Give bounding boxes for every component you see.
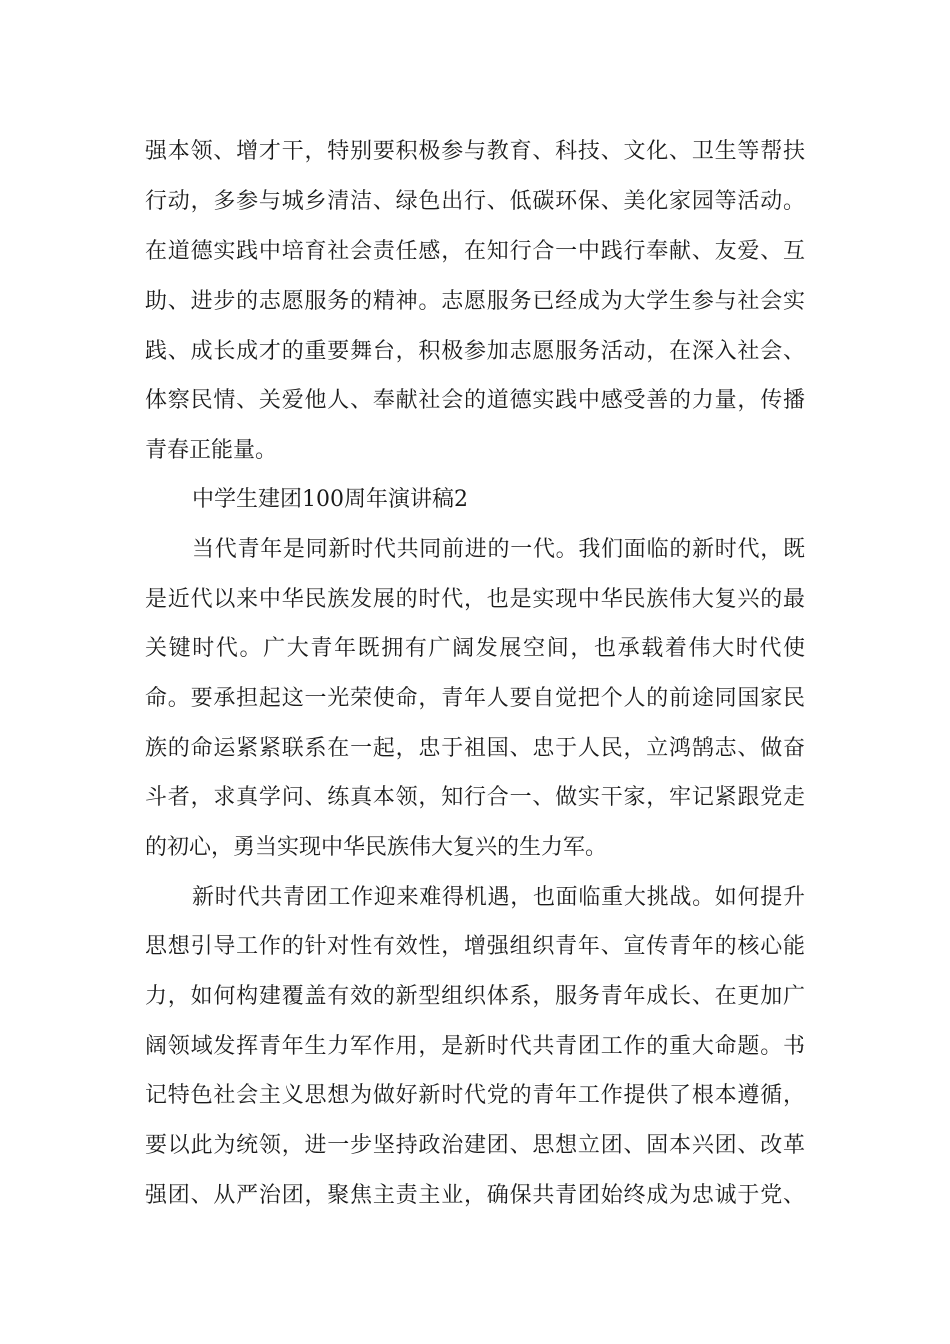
paragraph-3-line-2: 思想引导工作的针对性有效性，增强组织青年、宣传青年的核心能 <box>145 934 805 959</box>
paragraph-1-line-5: 践、成长成才的重要舞台，积极参加志愿服务活动，在深入社会、 <box>145 339 805 364</box>
paragraph-2-line-1: 当代青年是同新时代共同前进的一代。我们面临的新时代，既 <box>192 537 805 562</box>
paragraph-2-line-4: 命。要承担起这一光荣使命，青年人要自觉把个人的前途同国家民 <box>145 686 805 711</box>
paragraph-1-line-1: 强本领、增才干，特别要积极参与教育、科技、文化、卫生等帮扶 <box>145 139 805 164</box>
paragraph-1-line-6: 体察民情、关爱他人、奉献社会的道德实践中感受善的力量，传播 <box>145 388 805 413</box>
paragraph-1-line-2: 行动，多参与城乡清洁、绿色出行、低碳环保、美化家园等活动。 <box>145 189 805 214</box>
paragraph-3-line-4: 阔领域发挥青年生力军作用，是新时代共青团工作的重大命题。书 <box>145 1034 805 1059</box>
paragraph-3-line-1: 新时代共青团工作迎来难得机遇，也面临重大挑战。如何提升 <box>192 885 805 910</box>
paragraph-3-line-3: 力，如何构建覆盖有效的新型组织体系，服务青年成长、在更加广 <box>145 984 805 1009</box>
paragraph-2-line-5: 族的命运紧紧联系在一起，忠于祖国、忠于人民，立鸿鹄志、做奋 <box>145 736 805 761</box>
paragraph-2-line-2: 是近代以来中华民族发展的时代，也是实现中华民族伟大复兴的最 <box>145 587 805 612</box>
paragraph-3-line-6: 要以此为统领，进一步坚持政治建团、思想立团、固本兴团、改革 <box>145 1133 805 1158</box>
section-heading: 中学生建团100周年演讲稿2 <box>192 487 468 512</box>
paragraph-2-line-7: 的初心，勇当实现中华民族伟大复兴的生力军。 <box>145 835 608 860</box>
paragraph-1-line-7: 青春正能量。 <box>145 438 278 463</box>
paragraph-2-line-3: 关键时代。广大青年既拥有广阔发展空间，也承载着伟大时代使 <box>145 636 805 661</box>
paragraph-1-line-4: 助、进步的志愿服务的精神。志愿服务已经成为大学生参与社会实 <box>145 289 805 314</box>
paragraph-3-line-7: 强团、从严治团，聚焦主责主业，确保共青团始终成为忠诚于党、 <box>145 1183 805 1208</box>
paragraph-1-line-3: 在道德实践中培育社会责任感，在知行合一中践行奉献、友爱、互 <box>145 239 805 264</box>
paragraph-2-line-6: 斗者，求真学问、练真本领，知行合一、做实干家，牢记紧跟党走 <box>145 785 805 810</box>
paragraph-3-line-5: 记特色社会主义思想为做好新时代党的青年工作提供了根本遵循， <box>145 1083 805 1108</box>
